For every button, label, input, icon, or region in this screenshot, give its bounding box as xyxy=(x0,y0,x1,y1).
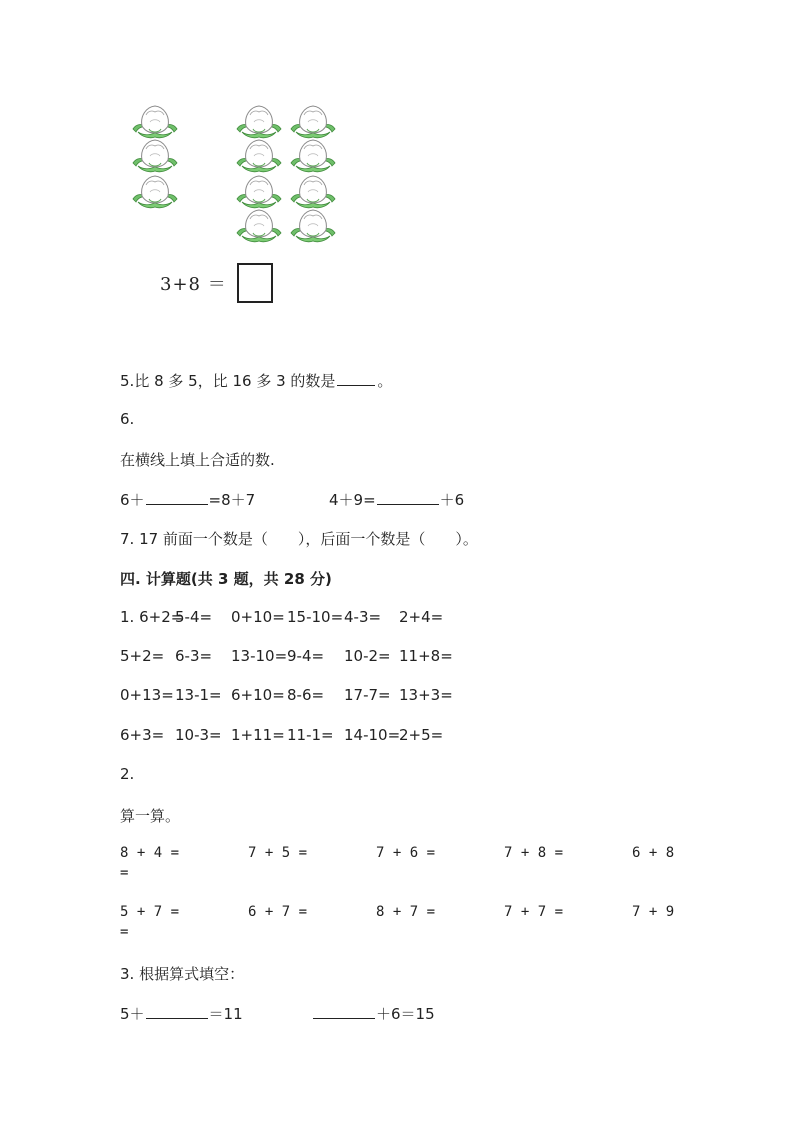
calc-cell: 1+11= xyxy=(231,726,285,744)
equation-part: 5＋ xyxy=(120,1005,145,1023)
cauliflower-icon xyxy=(288,206,338,244)
question-2-instruction: 算一算。 xyxy=(120,807,181,825)
cauliflower-icon xyxy=(234,172,284,210)
answer-blank[interactable] xyxy=(377,490,439,505)
equation-part: =8＋7 xyxy=(208,491,256,509)
calc-cell: 1. 6+2= xyxy=(120,608,184,626)
calc-cell: 6+3= xyxy=(120,726,165,744)
cauliflower-icon xyxy=(288,172,338,210)
equation-part: ＋6 xyxy=(439,491,465,509)
answer-box[interactable] xyxy=(237,263,273,303)
calc-cell: 17-7= xyxy=(344,686,391,704)
calc-cell: 7 + 8 = xyxy=(504,845,564,861)
answer-blank[interactable] xyxy=(146,1004,208,1019)
equation-part: ＝11 xyxy=(208,1005,243,1023)
calc-cell: 5+2= xyxy=(120,647,165,665)
equation-part: 4＋9= xyxy=(329,491,376,509)
calc-cell: 9-4= xyxy=(287,647,325,665)
question-7: 7. 17 前面一个数是（ ），后面一个数是（ ）。 xyxy=(120,530,478,548)
cauliflower-figure xyxy=(128,96,348,246)
calc-cell: 2+5= xyxy=(399,726,444,744)
question-3-title: 3. 根据算式填空： xyxy=(120,965,245,983)
calc-cell-wrap: = xyxy=(120,865,129,881)
calc-cell: 13-10= xyxy=(231,647,288,665)
question-6-equation-right xyxy=(329,489,464,510)
calc-cell: 8-6= xyxy=(287,686,325,704)
cauliflower-icon xyxy=(234,206,284,244)
cauliflower-icon xyxy=(234,136,284,174)
calc-cell: 6 + 7 = xyxy=(248,904,308,920)
calc-cell: 6-3= xyxy=(175,647,213,665)
calc-cell: 11+8= xyxy=(399,647,453,665)
question-5 xyxy=(120,370,392,391)
question-text: 比 8 多 5，比 16 多 3 的数是 xyxy=(134,372,336,390)
calc-cell: 10-3= xyxy=(175,726,222,744)
cauliflower-icon xyxy=(234,102,284,140)
cauliflower-icon xyxy=(130,172,180,210)
question-6-equations xyxy=(120,489,255,510)
calc-cell: 15-10= xyxy=(287,608,344,626)
calc-cell: 6 + 8 xyxy=(632,845,675,861)
figure-equation xyxy=(160,262,273,304)
cauliflower-icon xyxy=(288,136,338,174)
calc-cell: 2+4= xyxy=(399,608,444,626)
equation-text: 3+8 ＝ xyxy=(160,274,227,295)
calc-cell: 6+10= xyxy=(231,686,285,704)
calc-cell: 10-2= xyxy=(344,647,391,665)
question-number: 5. xyxy=(120,372,135,390)
calc-cell: 0+13= xyxy=(120,686,174,704)
calc-cell: 13-1= xyxy=(175,686,222,704)
cauliflower-icon xyxy=(130,136,180,174)
answer-blank[interactable] xyxy=(313,1004,375,1019)
equation-part: ＋6＝15 xyxy=(376,1005,435,1023)
calc-cell: 7 + 9 xyxy=(632,904,675,920)
calc-cell: 7 + 5 = xyxy=(248,845,308,861)
question-3-equation-right xyxy=(312,1003,435,1024)
equation-part: 6＋ xyxy=(120,491,145,509)
calc-cell: 11-1= xyxy=(287,726,334,744)
cauliflower-icon xyxy=(288,102,338,140)
question-2-number: 2. xyxy=(120,765,135,783)
calc-cell: 7 + 6 = xyxy=(376,845,436,861)
calc-cell: 14-10= xyxy=(344,726,401,744)
question-6-instruction: 在横线上填上合适的数. xyxy=(120,451,275,469)
calc-cell: 8 + 7 = xyxy=(376,904,436,920)
question-6-number: 6. xyxy=(120,410,135,428)
answer-blank[interactable] xyxy=(337,371,375,386)
calc-cell: 5 + 7 = xyxy=(120,904,180,920)
calc-cell: 5-4= xyxy=(175,608,213,626)
question-3-equation-left xyxy=(120,1003,243,1024)
calc-cell: 0+10= xyxy=(231,608,285,626)
answer-blank[interactable] xyxy=(146,490,208,505)
cauliflower-icon xyxy=(130,102,180,140)
calc-cell: 8 + 4 = xyxy=(120,845,180,861)
calc-cell: 7 + 7 = xyxy=(504,904,564,920)
calc-cell: 4-3= xyxy=(344,608,382,626)
calc-cell-wrap: = xyxy=(120,924,129,940)
section-title: 四. 计算题(共 3 题，共 28 分) xyxy=(120,570,332,588)
question-text-end: 。 xyxy=(377,372,393,390)
calc-cell: 13+3= xyxy=(399,686,453,704)
